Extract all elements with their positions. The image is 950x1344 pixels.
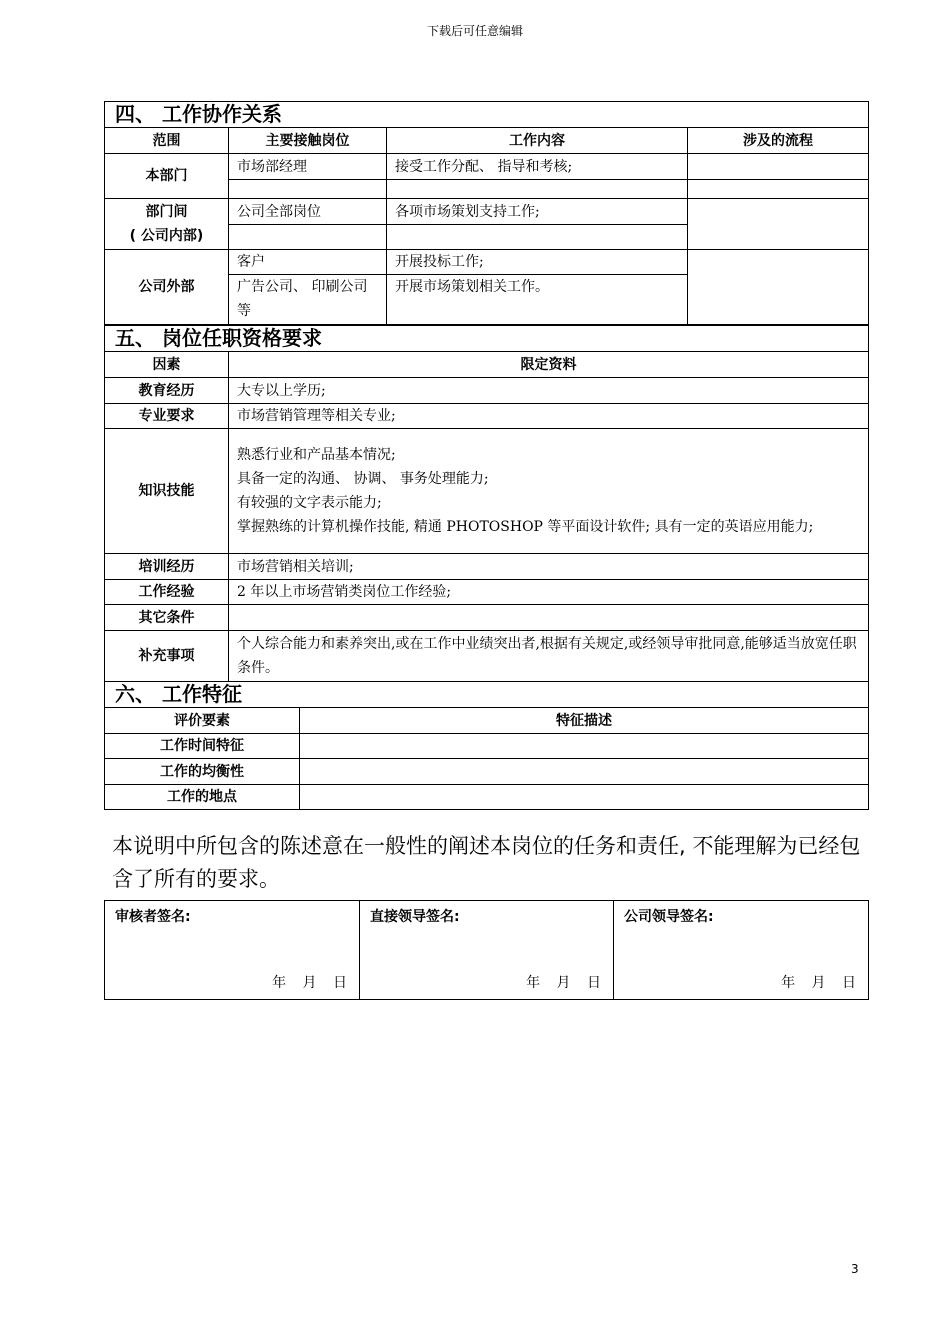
external-post-1: 客户 [229, 250, 387, 275]
characteristic-balance: 工作的均衡性 [105, 759, 300, 785]
external-content-2: 开展市场策划相关工作。 [387, 275, 688, 325]
section-title-characteristics: 六、 工作特征 [105, 682, 869, 708]
inter-post-empty [229, 225, 387, 250]
scope-inter-sublabel: ( 公司内部) [129, 228, 204, 244]
scope-department: 本部门 [105, 154, 229, 199]
signature-company-leader-label: 公司领导签名: [624, 909, 714, 925]
inter-content: 各项市场策划支持工作; [387, 199, 688, 225]
characteristic-time-desc [300, 734, 869, 759]
signature-reviewer[interactable] [105, 901, 360, 1000]
requirement-knowledge-skills [229, 429, 869, 554]
qualification-table [104, 325, 869, 682]
characteristic-time: 工作时间特征 [105, 734, 300, 759]
col-header-factor: 因素 [105, 352, 229, 378]
signature-reviewer-label: 审核者签名: [115, 909, 191, 925]
factor-major: 专业要求 [105, 404, 229, 429]
requirement-training: 市场营销相关培训; [229, 554, 869, 580]
col-header-requirement: 限定资料 [229, 352, 869, 378]
signature-direct-leader[interactable] [360, 901, 614, 1000]
page-number: 3 [851, 1262, 859, 1276]
characteristic-location: 工作的地点 [105, 785, 300, 810]
col-header-contact-post: 主要接触岗位 [229, 128, 387, 154]
dept-content: 接受工作分配、 指导和考核; [387, 154, 688, 180]
external-content-1: 开展投标工作; [387, 250, 688, 275]
factor-other: 其它条件 [105, 605, 229, 631]
external-process [688, 250, 869, 325]
disclaimer-statement: 本说明中所包含的陈述意在一般性的阐述本岗位的任务和责任, 不能理解为已经包含了所有的要求。 [112, 834, 861, 891]
external-post-2: 广告公司、 印刷公司等 [229, 275, 387, 325]
skills-line: 有较强的文字表示能力; [237, 495, 382, 511]
scope-inter-label: 部门间 [145, 204, 188, 220]
inter-process [688, 199, 869, 250]
scope-external: 公司外部 [105, 250, 229, 325]
inter-content-empty [387, 225, 688, 250]
requirement-experience: 2 年以上市场营销类岗位工作经验; [229, 580, 869, 605]
requirement-major: 市场营销管理等相关专业; [229, 404, 869, 429]
signature-table [104, 900, 869, 1000]
page-header-note: 下载后可任意编辑 [426, 24, 523, 38]
factor-education: 教育经历 [105, 378, 229, 404]
section-title-qualification: 五、 岗位任职资格要求 [105, 326, 869, 352]
inter-post: 公司全部岗位 [229, 199, 387, 225]
requirement-education: 大专以上学历; [229, 378, 869, 404]
dept-post-empty [229, 180, 387, 199]
signature-company-leader-date: 年 月 日 [781, 975, 856, 991]
col-header-evaluation: 评价要素 [105, 708, 300, 734]
col-header-scope: 范围 [105, 128, 229, 154]
section-title-collaboration: 四、 工作协作关系 [105, 102, 869, 128]
factor-experience: 工作经验 [105, 580, 229, 605]
dept-process [688, 154, 869, 180]
skills-line: 掌握熟练的计算机操作技能, 精通 PHOTOSHOP 等平面设计软件; 具有一定的英语应用能力; [237, 519, 814, 535]
dept-process-empty [688, 180, 869, 199]
signature-direct-leader-date: 年 月 日 [526, 975, 601, 991]
requirement-supplement: 个人综合能力和素养突出,或在工作中业绩突出者,根据有关规定,或经领导审批同意,能够适当放宽任职条件。 [229, 631, 869, 682]
dept-content-empty [387, 180, 688, 199]
col-header-work-content: 工作内容 [387, 128, 688, 154]
col-header-description: 特征描述 [300, 708, 869, 734]
signature-company-leader[interactable] [614, 901, 869, 1000]
dept-post: 市场部经理 [229, 154, 387, 180]
signature-direct-leader-label: 直接领导签名: [370, 909, 460, 925]
factor-knowledge-skills: 知识技能 [105, 429, 229, 554]
col-header-process: 涉及的流程 [688, 128, 869, 154]
scope-inter-department [105, 199, 229, 250]
collaboration-table [104, 101, 869, 325]
characteristic-location-desc [300, 785, 869, 810]
characteristic-balance-desc [300, 759, 869, 785]
requirement-other [229, 605, 869, 631]
job-characteristics-table [104, 681, 869, 810]
factor-supplement: 补充事项 [105, 631, 229, 682]
skills-line: 熟悉行业和产品基本情况; [237, 447, 396, 463]
skills-line: 具备一定的沟通、 协调、 事务处理能力; [237, 471, 489, 487]
signature-reviewer-date: 年 月 日 [272, 975, 347, 991]
factor-training: 培训经历 [105, 554, 229, 580]
